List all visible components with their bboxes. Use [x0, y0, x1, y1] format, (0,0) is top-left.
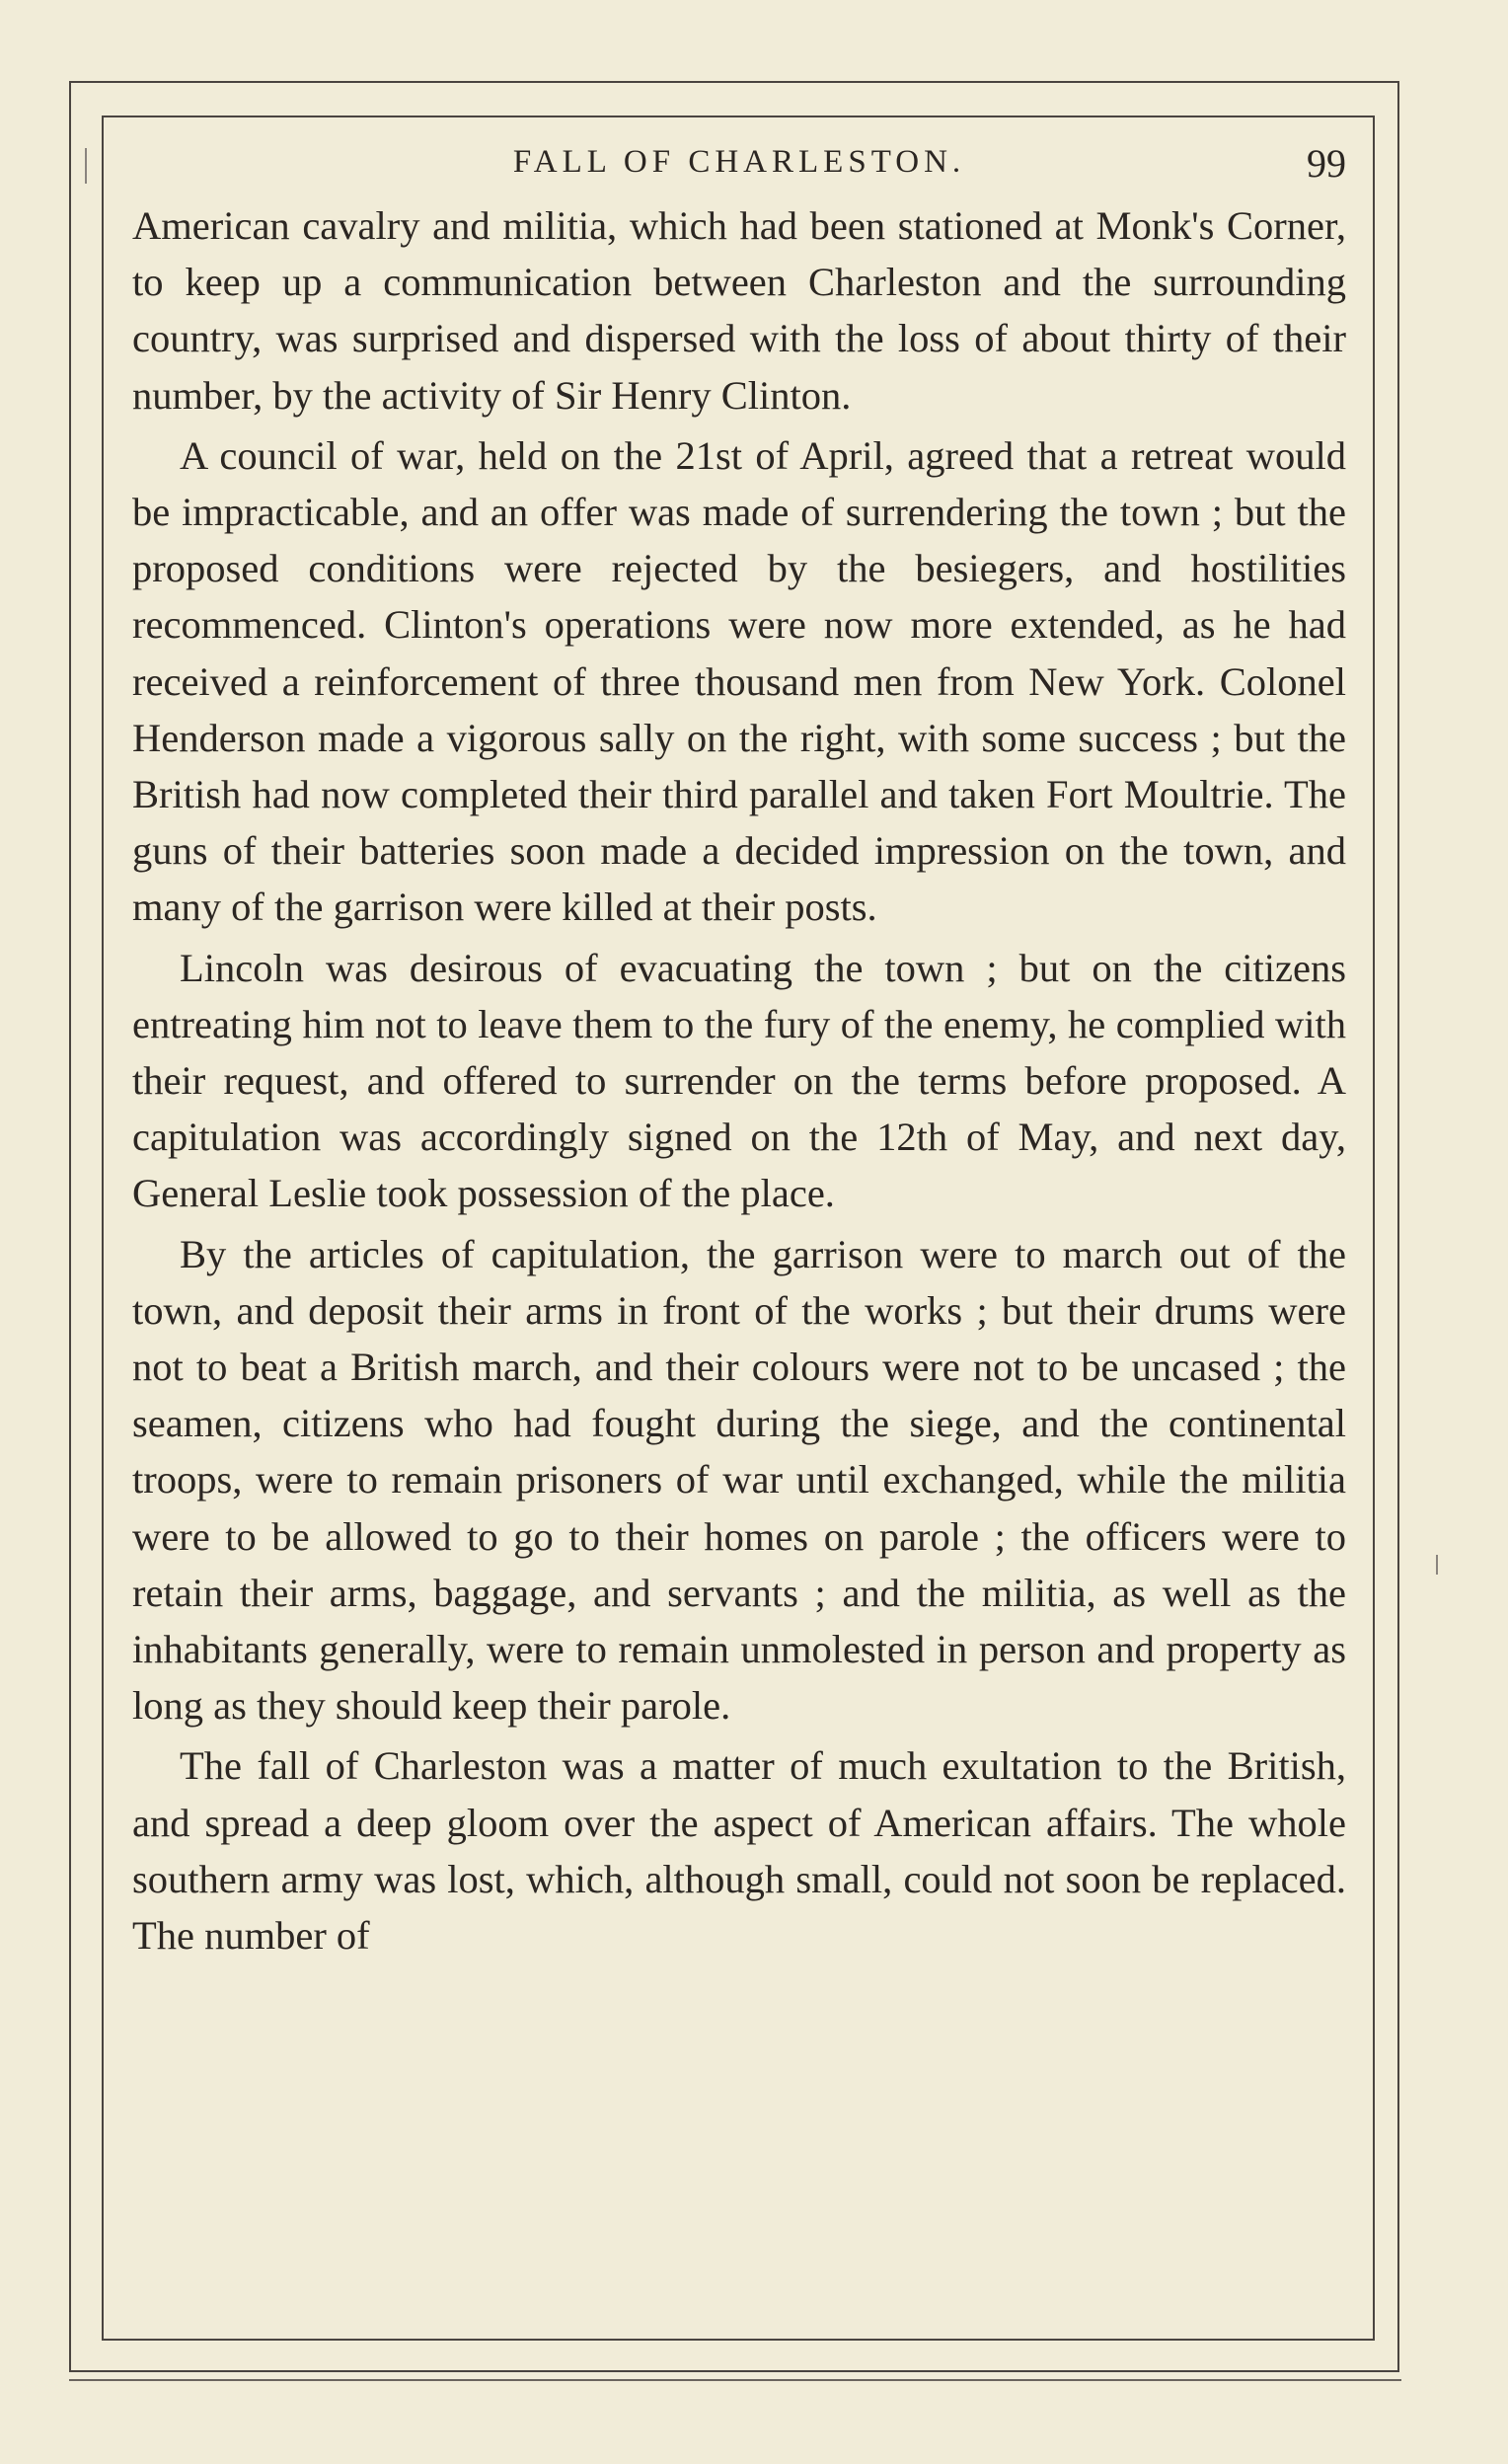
bottom-rule: [69, 2379, 1401, 2381]
book-page: [132, 134, 1346, 1964]
running-title: FALL OF CHARLESTON.: [512, 144, 966, 180]
margin-tick: [85, 148, 87, 184]
page-number: 99: [1307, 141, 1346, 186]
paragraph: American cavalry and militia, which had been stationed at Monk's Corner, to keep up a communication between Charleston and the surrounding country, was surprised and dispersed with the loss of about thirty of their number, by the activity of Sir Henry Clinton.: [132, 203, 1346, 418]
paragraph: Lincoln was desirous of evacuating the town ; but on the citizens entreating him not to leave them to the fury of the enemy, he complied with their request, and offered to surrender on the terms before proposed. A capitulation was accordingly signed on the 12th of May, and next day, General Leslie took possession of the place.: [132, 945, 1346, 1216]
paragraph: The fall of Charleston was a matter of much exultation to the British, and spread a deep gloom over the aspect of American affairs. The whole southern army was lost, which, although small, could not soon be replaced. The number of: [132, 1743, 1346, 1959]
margin-tick: [1436, 1555, 1438, 1575]
running-header: [132, 134, 1346, 197]
paragraph: A council of war, held on the 21st of April, agreed that a retreat would be impracticable, and an offer was made of surrendering the town ; but the proposed conditions were rejected by the besiegers, and hostilities recommenced. Clinton's operations were now more extended, as he had received a reinforcement of three thousand men from New York. Colonel Henderson made a vigorous sally on the right, with some success ; but the British had now completed their third parallel and taken Fort Moultrie. The guns of their batteries soon made a decided impression on the town, and many of the garrison were killed at their posts.: [132, 432, 1346, 930]
paragraph: By the articles of capitulation, the garrison were to march out of the town, and deposit their arms in front of the works ; but their drums were not to beat a British march, and their colours were not to be uncased ; the seamen, citizens who had fought during the siege, and the continental troops, were to remain prisoners of war until exchanged, while the militia were to be allowed to go to their homes on parole ; the officers were to retain their arms, baggage, and servants ; and the militia, as well as the inhabitants generally, were to remain unmolested in person and property as long as they should keep their parole.: [132, 1231, 1346, 1729]
body-text: [132, 197, 1346, 1964]
